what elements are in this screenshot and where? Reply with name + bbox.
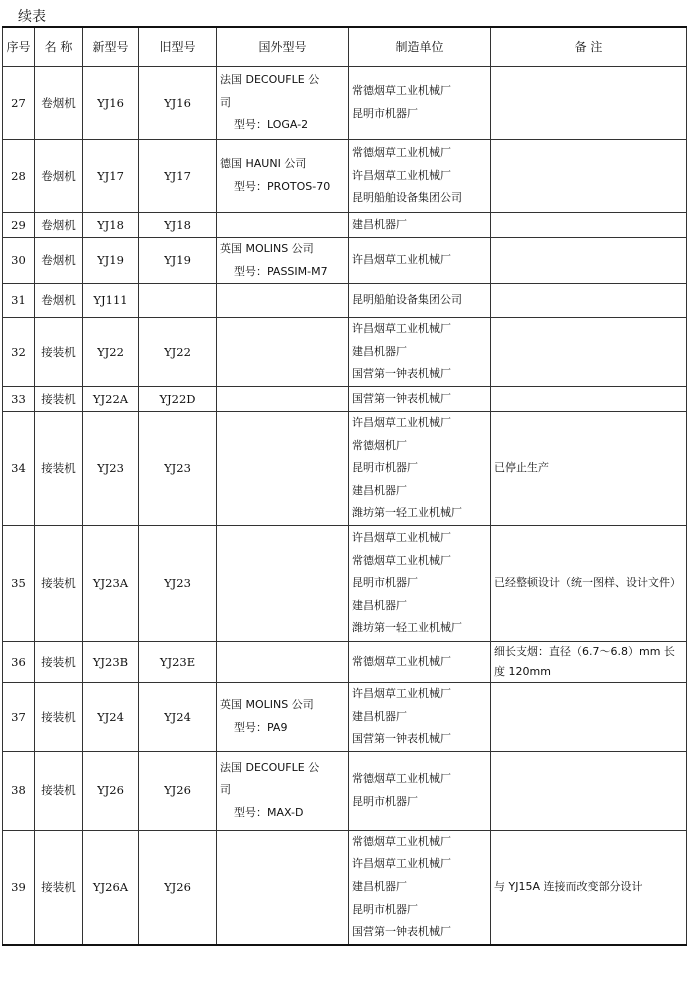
- row-foreign-model: [217, 386, 349, 411]
- row-old-model: YJ17: [139, 140, 217, 213]
- row-foreign-model: [217, 284, 349, 318]
- row-foreign-model: [217, 830, 349, 944]
- row-manufacturer: [349, 641, 491, 682]
- foreign-model-line: 英国 MOLINS 公司: [220, 242, 314, 255]
- table-row: [3, 830, 687, 944]
- manufacturer-line: 建昌机器厂: [352, 344, 407, 358]
- row-number: 36: [3, 641, 35, 682]
- table-header-row: [3, 27, 687, 67]
- table-row: [3, 67, 687, 140]
- manufacturer-line: 国营第一钟表机械厂: [352, 367, 451, 381]
- row-number: 33: [3, 386, 35, 411]
- row-name: 卷烟机: [35, 238, 83, 284]
- row-name: 卷烟机: [35, 140, 83, 213]
- manufacturer-line: 许昌烟草工业机械厂: [352, 415, 451, 429]
- manufacturer-line: 常德烟草工业机械厂: [352, 654, 451, 668]
- table-caption: 续表: [18, 9, 46, 25]
- row-number: 35: [3, 525, 35, 641]
- row-manufacturer: [349, 751, 491, 830]
- row-foreign-model: [217, 751, 349, 830]
- table-row: [3, 525, 687, 641]
- manufacturer-line: 许昌烟草工业机械厂: [352, 857, 451, 871]
- table-row: [3, 140, 687, 213]
- manufacturer-line: 常德烟草工业机械厂: [352, 84, 451, 98]
- row-remarks: [491, 751, 687, 830]
- manufacturer-line: 许昌烟草工业机械厂: [352, 253, 451, 267]
- table-row: [3, 641, 687, 682]
- row-name: 卷烟机: [35, 67, 83, 140]
- row-number: 28: [3, 140, 35, 213]
- manufacturer-line: 常德烟草工业机械厂: [352, 146, 451, 160]
- row-old-model: YJ26: [139, 751, 217, 830]
- row-foreign-model: [217, 682, 349, 751]
- row-number: 37: [3, 682, 35, 751]
- row-new-model: YJ23: [83, 411, 139, 525]
- header-name: 名 称: [35, 27, 83, 67]
- row-manufacturer: [349, 284, 491, 318]
- row-new-model: YJ22A: [83, 386, 139, 411]
- foreign-model-line: 司: [220, 783, 231, 797]
- row-old-model: YJ16: [139, 67, 217, 140]
- manufacturer-line: 昆明船舶设备集团公司: [352, 293, 462, 307]
- row-manufacturer: [349, 411, 491, 525]
- row-manufacturer: [349, 140, 491, 213]
- row-manufacturer: [349, 830, 491, 944]
- manufacturer-line: 许昌烟草工业机械厂: [352, 322, 451, 336]
- equipment-model-table: [2, 26, 687, 946]
- manufacturer-line: 国营第一钟表机械厂: [352, 925, 451, 939]
- row-manufacturer: [349, 525, 491, 641]
- row-name: 卷烟机: [35, 213, 83, 238]
- table-row: [3, 318, 687, 387]
- row-foreign-model: [217, 213, 349, 238]
- row-new-model: YJ23B: [83, 641, 139, 682]
- table-row: [3, 386, 687, 411]
- header-old-model: 旧型号: [139, 27, 217, 67]
- row-new-model: YJ17: [83, 140, 139, 213]
- row-new-model: YJ24: [83, 682, 139, 751]
- foreign-model-line: 德国 HAUNI 公司: [220, 157, 307, 171]
- row-name: 卷烟机: [35, 284, 83, 318]
- row-foreign-model: [217, 238, 349, 284]
- row-manufacturer: [349, 318, 491, 387]
- table-row: [3, 213, 687, 238]
- row-old-model: YJ22D: [139, 386, 217, 411]
- table-row: [3, 411, 687, 525]
- row-manufacturer: [349, 213, 491, 238]
- foreign-model-line: 法国 DECOUFLE 公: [220, 73, 320, 87]
- row-name: 接装机: [35, 318, 83, 387]
- row-name: 接装机: [35, 830, 83, 944]
- row-number: 34: [3, 411, 35, 525]
- row-old-model: YJ23: [139, 411, 217, 525]
- remarks-text: 已经整顿设计（统一图样、设计文件）: [494, 576, 681, 590]
- foreign-model-line: 型号：MAX-D: [234, 806, 304, 820]
- row-remarks: [491, 411, 687, 525]
- remarks-text: 与 YJ15A 连接而改变部分设计: [494, 880, 643, 894]
- row-old-model: YJ24: [139, 682, 217, 751]
- row-old-model: YJ23: [139, 525, 217, 641]
- manufacturer-line: 昆明船舶设备集团公司: [352, 191, 462, 205]
- row-manufacturer: [349, 238, 491, 284]
- row-new-model: YJ26: [83, 751, 139, 830]
- row-manufacturer: [349, 386, 491, 411]
- row-remarks: [491, 238, 687, 284]
- foreign-model-line: 型号：PASSIM-M7: [234, 264, 328, 278]
- row-new-model: YJ23A: [83, 525, 139, 641]
- row-old-model: YJ19: [139, 238, 217, 284]
- header-remarks: 备 注: [491, 27, 687, 67]
- row-foreign-model: [217, 641, 349, 682]
- remarks-text: 细长支烟：直径（6.7～6.8）mm 长度 120mm: [494, 644, 675, 678]
- manufacturer-line: 昆明市机器厂: [352, 576, 418, 590]
- row-name: 接装机: [35, 386, 83, 411]
- row-number: 32: [3, 318, 35, 387]
- row-foreign-model: [217, 411, 349, 525]
- row-old-model: YJ22: [139, 318, 217, 387]
- foreign-model-line: 司: [220, 95, 231, 109]
- manufacturer-line: 昆明市机器厂: [352, 461, 418, 475]
- row-number: 30: [3, 238, 35, 284]
- row-name: 接装机: [35, 751, 83, 830]
- manufacturer-line: 建昌机器厂: [352, 709, 407, 723]
- foreign-model-line: 型号：PA9: [234, 720, 288, 734]
- remarks-text: 已停止生产: [494, 461, 549, 475]
- foreign-model-line: 法国 DECOUFLE 公: [220, 760, 320, 774]
- table-row: [3, 751, 687, 830]
- row-number: 39: [3, 830, 35, 944]
- row-name: 接装机: [35, 411, 83, 525]
- row-remarks: [491, 284, 687, 318]
- manufacturer-line: 建昌机器厂: [352, 483, 407, 497]
- manufacturer-line: 许昌烟草工业机械厂: [352, 686, 451, 700]
- row-foreign-model: [217, 525, 349, 641]
- manufacturer-line: 常德烟草工业机械厂: [352, 553, 451, 567]
- manufacturer-line: 建昌机器厂: [352, 598, 407, 612]
- row-old-model: YJ26: [139, 830, 217, 944]
- foreign-model-line: 英国 MOLINS 公司: [220, 698, 314, 712]
- row-new-model: YJ111: [83, 284, 139, 318]
- row-manufacturer: [349, 682, 491, 751]
- manufacturer-line: 建昌机器厂: [352, 879, 407, 893]
- manufacturer-line: 昆明市机器厂: [352, 107, 418, 120]
- row-new-model: YJ26A: [83, 830, 139, 944]
- row-number: 27: [3, 67, 35, 140]
- manufacturer-line: 常德烟草工业机械厂: [352, 834, 451, 848]
- header-foreign-model: 国外型号: [217, 27, 349, 67]
- row-name: 接装机: [35, 641, 83, 682]
- row-new-model: YJ16: [83, 67, 139, 140]
- foreign-model-line: 型号：LOGA-2: [234, 118, 309, 132]
- row-new-model: YJ19: [83, 238, 139, 284]
- table-row: [3, 238, 687, 284]
- row-name: 接装机: [35, 682, 83, 751]
- row-remarks: [491, 830, 687, 944]
- header-no: 序号: [3, 27, 35, 67]
- row-name: 接装机: [35, 525, 83, 641]
- table-row: [3, 682, 687, 751]
- row-number: 31: [3, 284, 35, 318]
- manufacturer-line: 潍坊第一轻工业机械厂: [352, 506, 462, 520]
- row-old-model: YJ23E: [139, 641, 217, 682]
- row-remarks: [491, 682, 687, 751]
- manufacturer-line: 国营第一钟表机械厂: [352, 391, 451, 405]
- header-manufacturer: 制造单位: [349, 27, 491, 67]
- manufacturer-line: 许昌烟草工业机械厂: [352, 168, 451, 182]
- row-remarks: [491, 525, 687, 641]
- table-row: [3, 284, 687, 318]
- row-foreign-model: [217, 318, 349, 387]
- row-remarks: [491, 386, 687, 411]
- manufacturer-line: 建昌机器厂: [352, 217, 407, 231]
- row-old-model: YJ18: [139, 213, 217, 238]
- row-remarks: [491, 641, 687, 682]
- manufacturer-line: 潍坊第一轻工业机械厂: [352, 621, 462, 635]
- row-foreign-model: [217, 140, 349, 213]
- foreign-model-line: 型号：PROTOS-70: [234, 180, 331, 193]
- manufacturer-line: 常德烟草工业机械厂: [352, 772, 451, 786]
- manufacturer-line: 昆明市机器厂: [352, 902, 418, 916]
- row-remarks: [491, 213, 687, 238]
- manufacturer-line: 许昌烟草工业机械厂: [352, 530, 451, 544]
- row-old-model: [139, 284, 217, 318]
- manufacturer-line: 国营第一钟表机械厂: [352, 732, 451, 746]
- row-remarks: [491, 140, 687, 213]
- row-number: 38: [3, 751, 35, 830]
- manufacturer-line: 常德烟机厂: [352, 438, 407, 452]
- row-new-model: YJ22: [83, 318, 139, 387]
- header-new-model: 新型号: [83, 27, 139, 67]
- row-remarks: [491, 318, 687, 387]
- row-foreign-model: [217, 67, 349, 140]
- manufacturer-line: 昆明市机器厂: [352, 794, 418, 808]
- row-number: 29: [3, 213, 35, 238]
- row-manufacturer: [349, 67, 491, 140]
- row-remarks: [491, 67, 687, 140]
- row-new-model: YJ18: [83, 213, 139, 238]
